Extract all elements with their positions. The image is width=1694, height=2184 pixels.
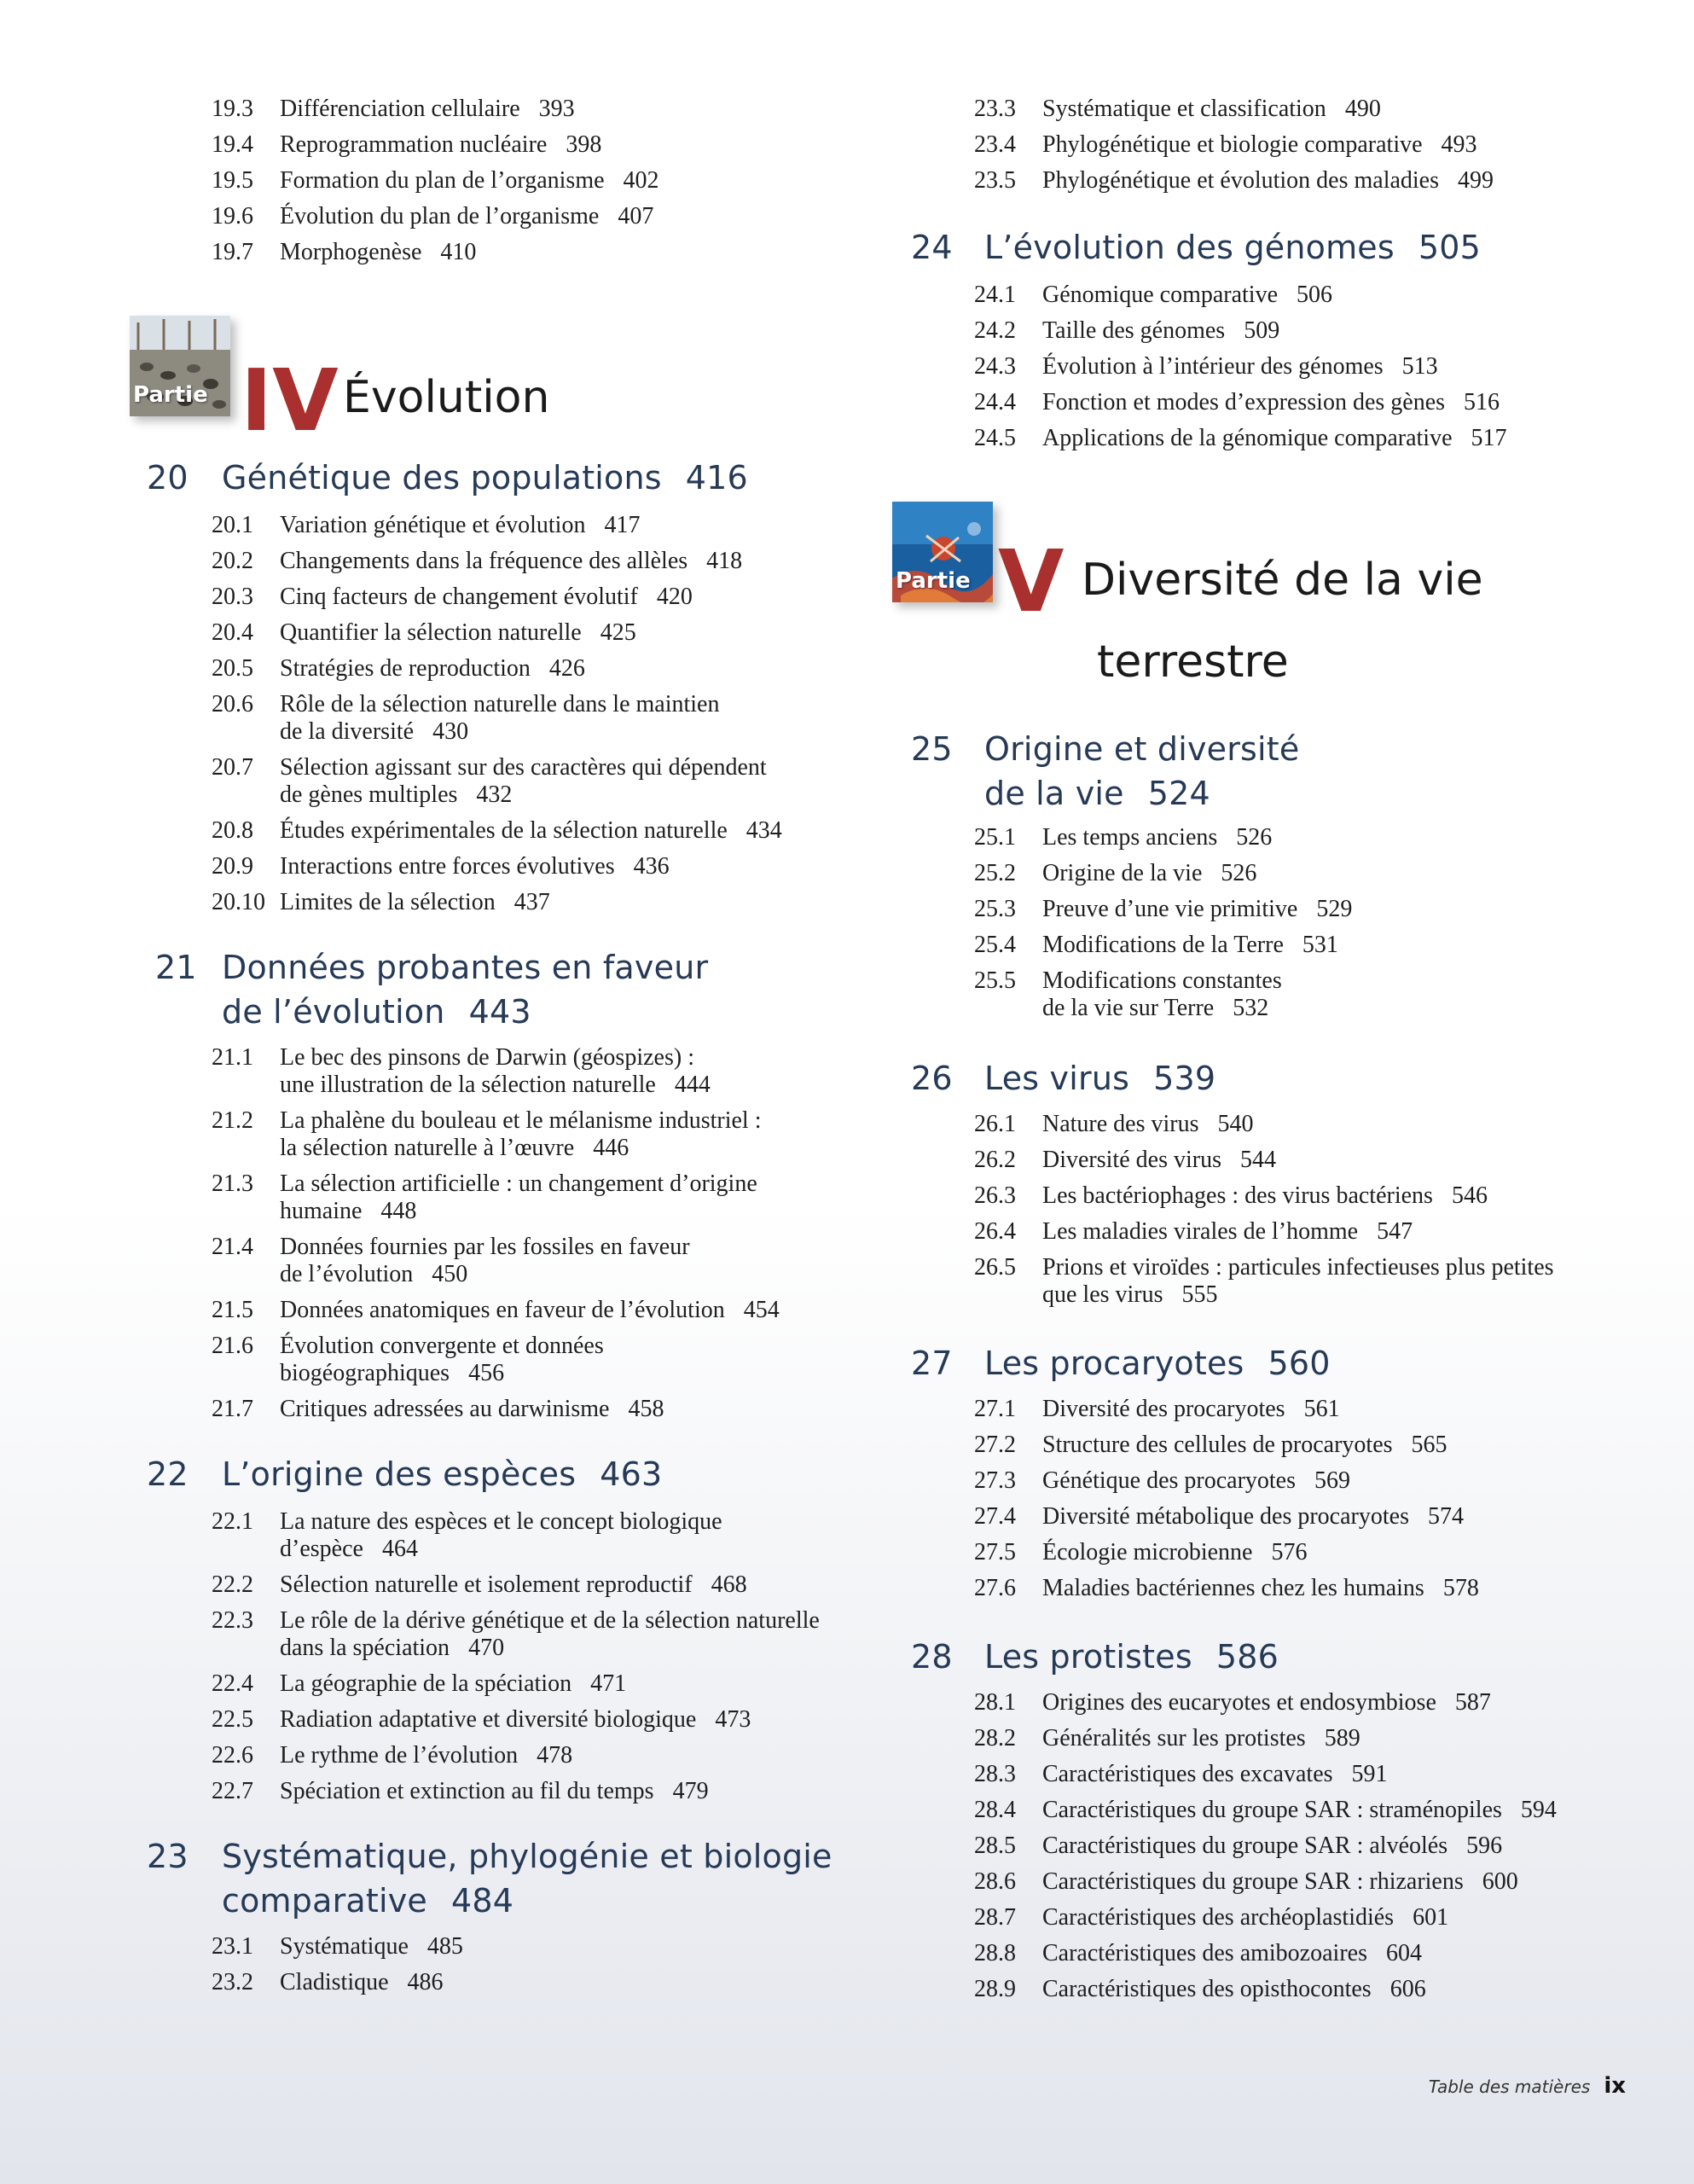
- part-title: Diversité de la vie: [1082, 555, 1483, 606]
- page-footer: [1429, 2073, 1626, 2099]
- part-title-line2: terrestre: [1097, 636, 1289, 688]
- part-iv-thumbnail: [130, 316, 230, 416]
- part-label: Partie: [133, 382, 208, 408]
- part-label: Partie: [896, 568, 971, 594]
- part-roman-numeral: IV: [241, 351, 339, 450]
- part-roman-numeral: V: [998, 531, 1065, 631]
- footer-title: Table des matières: [1428, 2077, 1591, 2097]
- page-number: ix: [1604, 2073, 1626, 2099]
- part-v-thumbnail: [892, 502, 993, 602]
- part-title: Évolution: [343, 372, 550, 423]
